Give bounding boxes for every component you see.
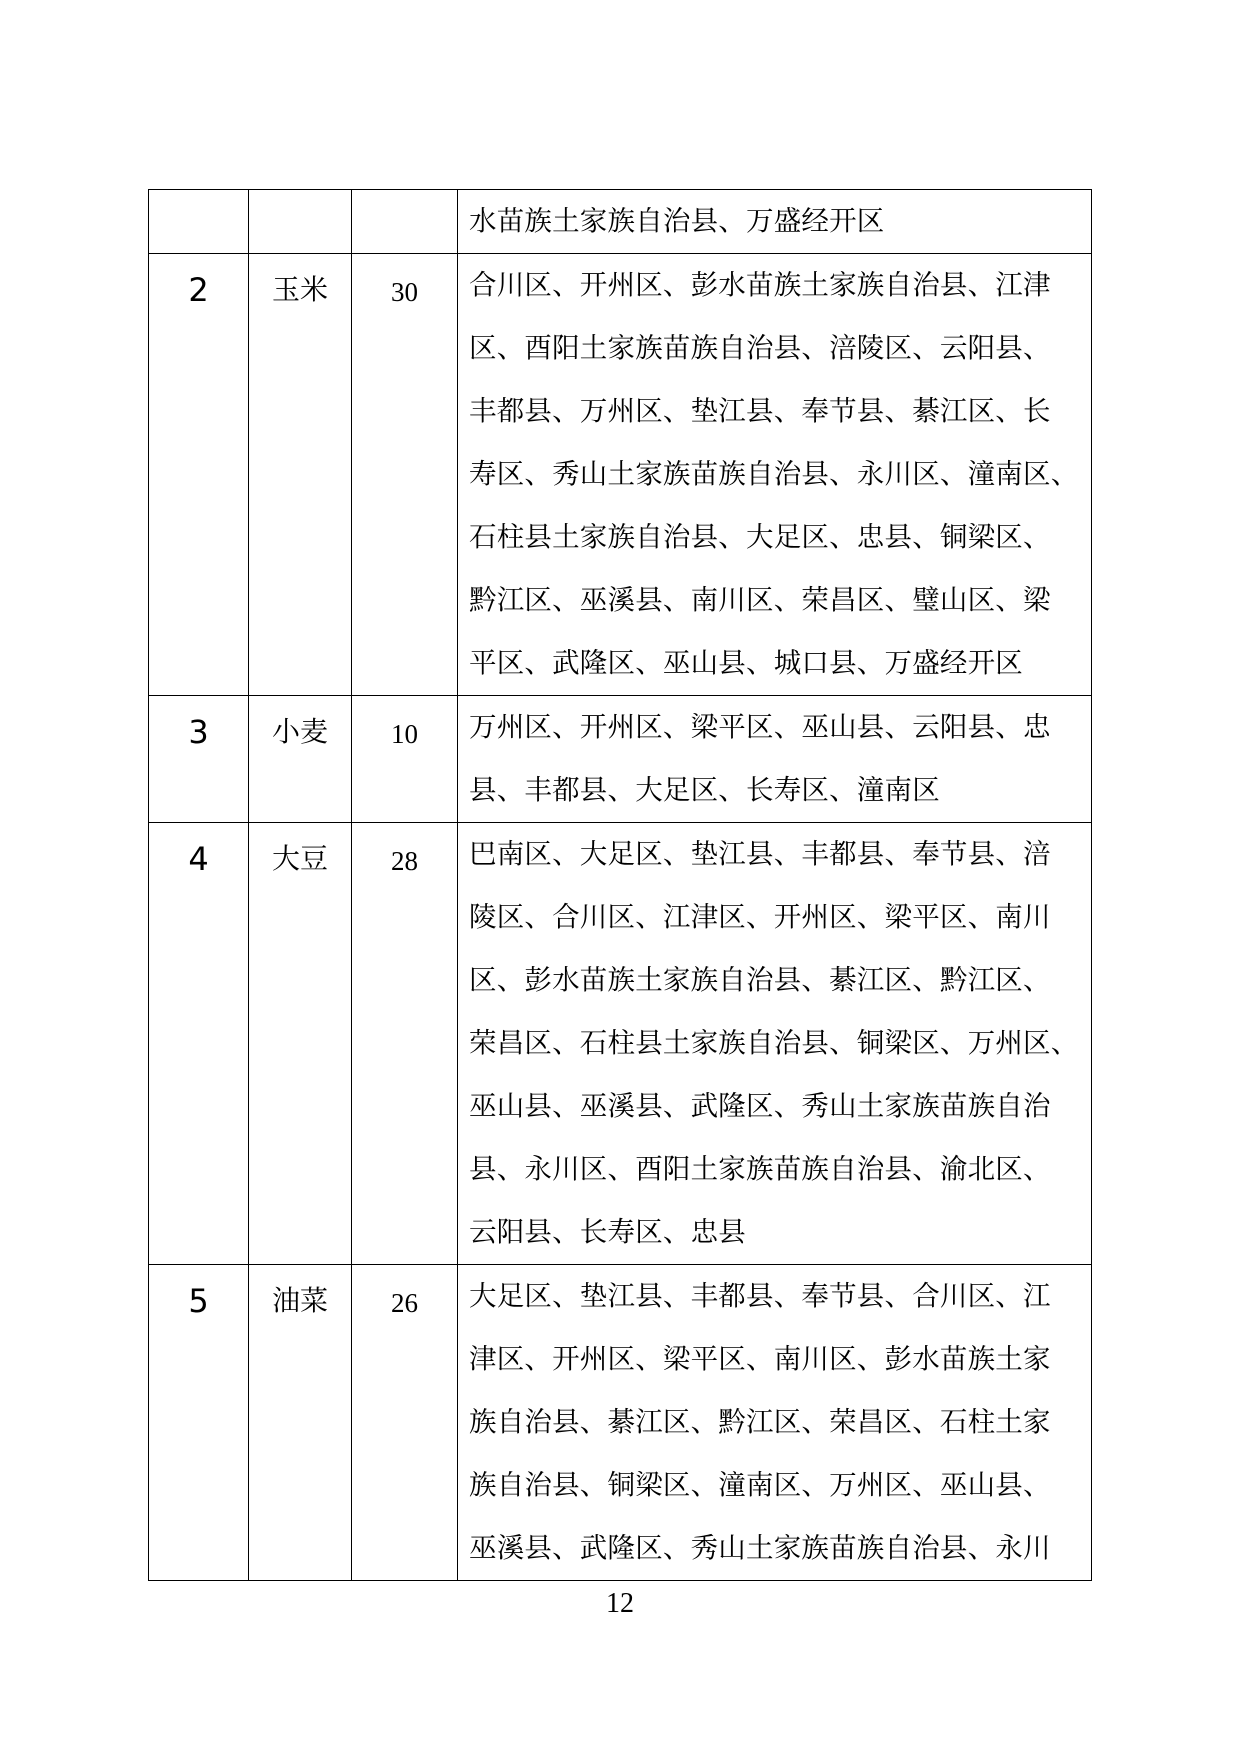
regions-line: 区、彭水苗族土家族自治县、綦江区、黔江区、 [469,964,1051,996]
regions-line: 县、丰都县、大足区、长寿区、潼南区 [469,774,940,806]
regions-line: 巴南区、大足区、垫江县、丰都县、奉节县、涪 [469,838,1051,870]
crop-name-cell: 玉米 [249,254,352,696]
regions-line: 寿区、秀山土家族苗族自治县、永川区、潼南区、 [469,458,1079,490]
row-number-cell: 3 [149,696,249,823]
regions-line: 族自治县、铜梁区、潼南区、万州区、巫山县、 [469,1469,1051,1501]
regions-line: 陵区、合川区、江津区、开州区、梁平区、南川 [469,901,1051,933]
table-row [149,823,1092,1265]
regions-cell [458,1265,1092,1581]
regions-line: 族自治县、綦江区、黔江区、荣昌区、石柱土家 [469,1406,1051,1438]
regions-line: 荣昌区、石柱县土家族自治县、铜梁区、万州区、 [469,1027,1079,1059]
regions-cell [458,190,1092,254]
crop-name-cell: 小麦 [249,696,352,823]
row-number-cell [149,190,249,254]
regions-line: 丰都县、万州区、垫江县、奉节县、綦江区、长 [469,395,1051,427]
row-number-cell: 4 [149,823,249,1265]
crop-name-cell: 大豆 [249,823,352,1265]
regions-line: 区、酉阳土家族苗族自治县、涪陵区、云阳县、 [469,332,1051,364]
regions-line: 津区、开州区、梁平区、南川区、彭水苗族土家 [469,1343,1051,1375]
regions-cell [458,823,1092,1265]
crop-name-cell [249,190,352,254]
regions-line: 平区、武隆区、巫山县、城口县、万盛经开区 [469,647,1023,679]
regions-line: 县、永川区、酉阳土家族苗族自治县、渝北区、 [469,1153,1051,1185]
regions-line: 合川区、开州区、彭水苗族土家族自治县、江津 [469,269,1051,301]
regions-cell [458,254,1092,696]
row-number-cell: 2 [149,254,249,696]
table-row [149,254,1092,696]
crop-name-cell: 油菜 [249,1265,352,1581]
crop-region-table [148,189,1092,1581]
regions-line: 水苗族土家族自治县、万盛经开区 [469,205,885,237]
regions-line: 万州区、开州区、梁平区、巫山县、云阳县、忠 [469,711,1051,743]
region-count-cell: 10 [352,696,458,823]
regions-line: 巫山县、巫溪县、武隆区、秀山土家族苗族自治 [469,1090,1051,1122]
region-count-cell: 30 [352,254,458,696]
region-count-cell: 26 [352,1265,458,1581]
row-number-cell: 5 [149,1265,249,1581]
regions-cell [458,696,1092,823]
regions-line: 石柱县土家族自治县、大足区、忠县、铜梁区、 [469,521,1051,553]
table-row [149,1265,1092,1581]
region-count-cell: 28 [352,823,458,1265]
table-row [149,190,1092,254]
table-row [149,696,1092,823]
regions-line: 大足区、垫江县、丰都县、奉节县、合川区、江 [469,1280,1051,1312]
regions-line: 黔江区、巫溪县、南川区、荣昌区、璧山区、梁 [469,584,1051,616]
regions-line: 巫溪县、武隆区、秀山土家族苗族自治县、永川 [469,1532,1051,1564]
regions-line: 云阳县、长寿区、忠县 [469,1216,746,1248]
region-count-cell [352,190,458,254]
table-body [149,190,1092,1581]
page-number: 12 [606,1588,634,1619]
